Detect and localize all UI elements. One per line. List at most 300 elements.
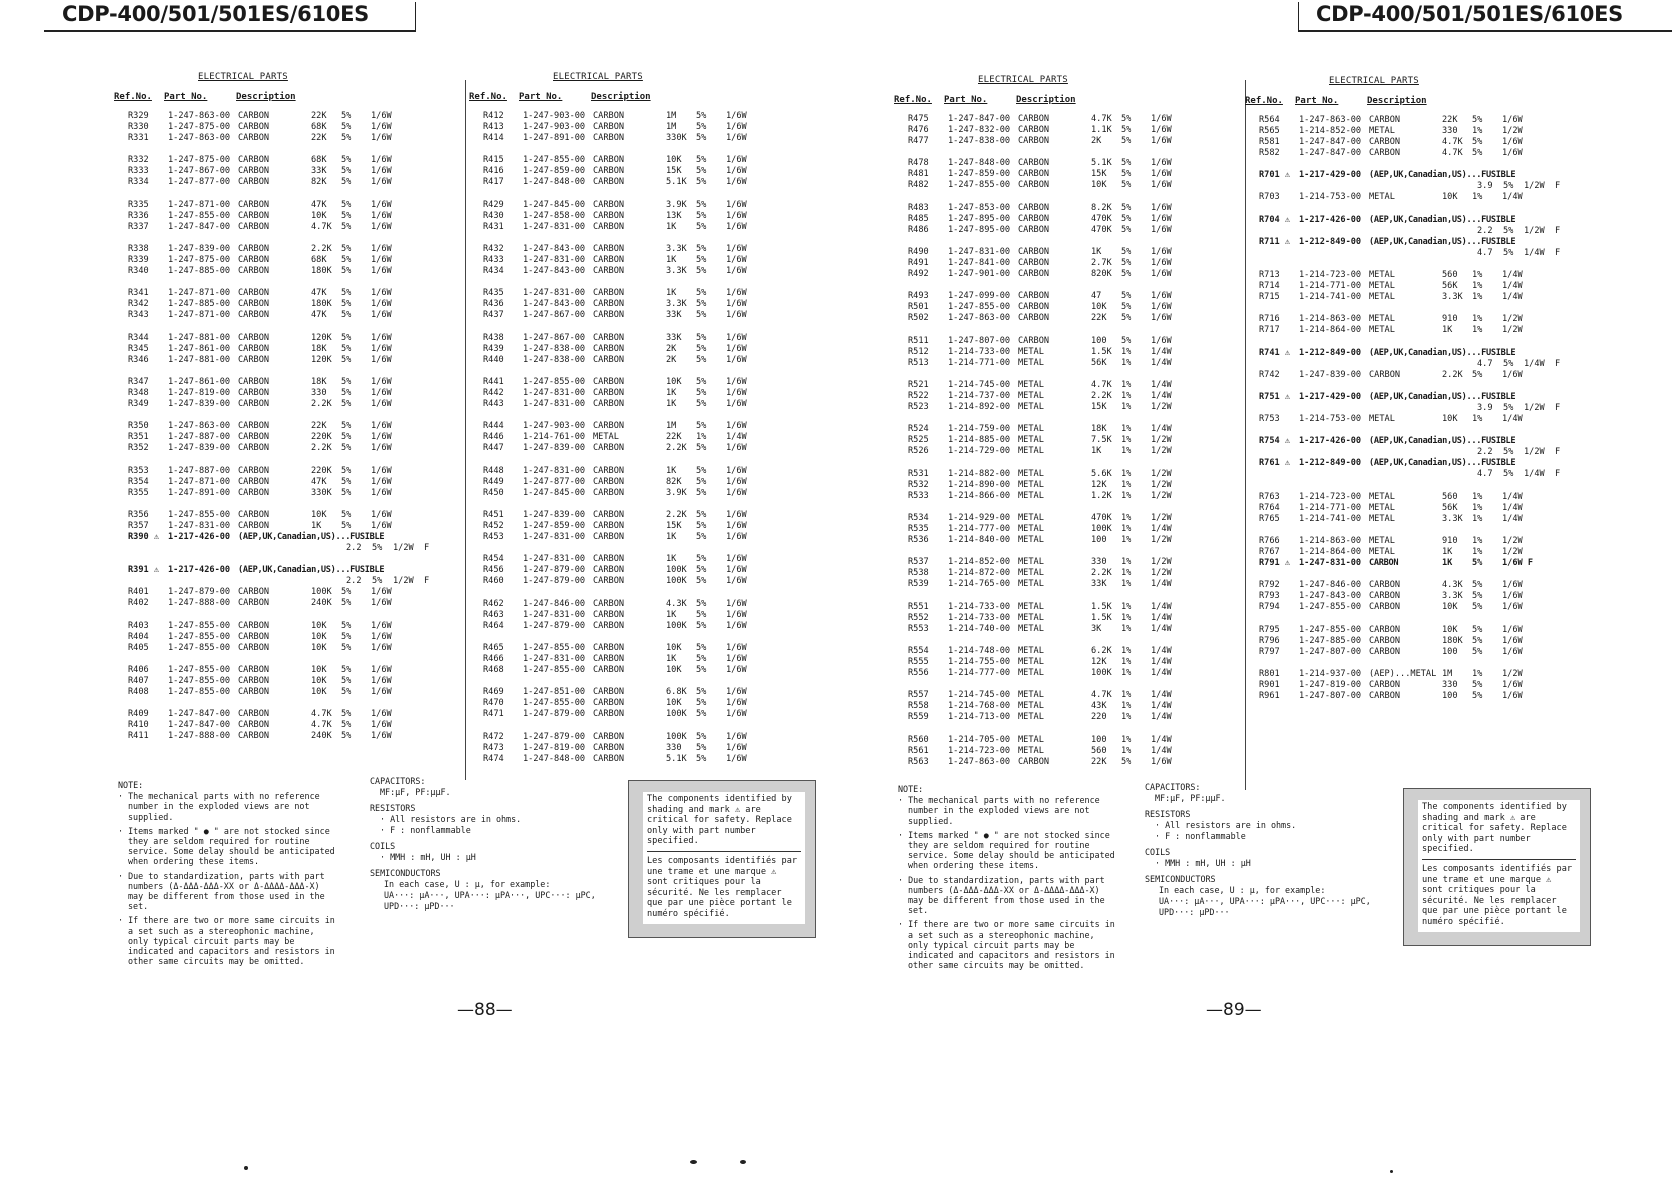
table-row <box>473 111 793 122</box>
description: CARBON <box>593 122 625 132</box>
description: METAL <box>1369 281 1395 292</box>
tolerance: 1% <box>1121 391 1132 402</box>
ref-no: R716 <box>1259 314 1280 325</box>
ref-no: R491 <box>908 258 929 269</box>
wattage: 1/6W <box>371 476 392 487</box>
tolerance: 5% <box>1472 137 1483 147</box>
wattage: 1/6W <box>371 266 392 277</box>
part-no: 1-247-847-00 <box>948 114 1011 124</box>
table-row <box>1249 536 1569 547</box>
wattage: 1/6W <box>1151 169 1172 180</box>
table-row <box>118 532 438 543</box>
wattage: 1/6W <box>371 421 392 432</box>
wattage: 1/6W <box>726 698 747 709</box>
table-row <box>473 477 793 488</box>
description: CARBON <box>238 421 270 432</box>
description: METAL <box>1369 547 1395 558</box>
description: CARBON <box>238 210 270 221</box>
wattage: 1/2W <box>393 576 414 587</box>
divider <box>647 851 801 852</box>
capacitors-line: MF:μF, PF:μμF. <box>380 787 451 797</box>
table-row <box>1249 558 1569 569</box>
tolerance: 5% <box>341 399 352 410</box>
semiconductors-line: UPD···: μPD··· <box>384 901 455 911</box>
tolerance: 5% <box>1472 680 1483 691</box>
description: METAL <box>1018 346 1044 357</box>
value: 3.3K <box>666 299 687 310</box>
table-row <box>1249 503 1569 514</box>
table-row <box>898 336 1218 347</box>
value: 3.9 <box>1477 403 1493 414</box>
description: CARBON <box>238 177 270 188</box>
table-row <box>898 158 1218 169</box>
description: METAL <box>1018 402 1044 413</box>
value: 1M <box>1442 669 1453 680</box>
part-no: 1-247-847-00 <box>168 720 231 731</box>
wattage: 1/6W <box>371 665 392 676</box>
ref-no: R353 <box>128 465 149 476</box>
part-no: 1-247-099-00 <box>948 291 1011 302</box>
table-row <box>898 424 1218 435</box>
ref-no: R767 <box>1259 547 1280 558</box>
ref-no: R502 <box>908 313 929 324</box>
parts-group <box>898 690 1218 723</box>
section-title: ELECTRICAL PARTS <box>553 72 643 82</box>
ref-no: R795 <box>1259 624 1280 635</box>
note-item: · Due to standardization, parts with part numbers (Δ-ΔΔΔ-ΔΔΔ-XX or Δ-ΔΔΔΔ-ΔΔΔ-X) may be different from those used in the set. <box>118 870 325 912</box>
table-row <box>898 668 1218 679</box>
parts-group <box>118 621 438 654</box>
table-row <box>118 399 438 410</box>
ref-header: Ref.No. <box>1245 96 1283 106</box>
tolerance: 5% <box>696 487 707 498</box>
table-row <box>898 480 1218 491</box>
description: CARBON <box>1018 180 1050 191</box>
table-row <box>1249 348 1569 359</box>
wattage: 1/6W <box>371 199 392 210</box>
wattage: 1/6W <box>1151 114 1172 124</box>
description: CARBON <box>238 199 270 210</box>
description: CARBON <box>593 731 625 742</box>
description: CARBON <box>1018 335 1050 346</box>
table-row <box>1249 647 1569 658</box>
legend-block <box>370 776 600 912</box>
tolerance: 5% <box>1121 202 1132 213</box>
semiconductors-heading: SEMICONDUCTORS <box>1145 874 1216 884</box>
tolerance: 5% <box>696 399 707 410</box>
tolerance: 5% <box>1472 646 1483 657</box>
value: 100K <box>311 587 332 598</box>
value: 330 <box>311 388 327 399</box>
description: CARBON <box>593 354 625 365</box>
tolerance: 5% <box>696 476 707 487</box>
value: 100K <box>666 709 687 720</box>
table-row <box>473 333 793 344</box>
value: 330 <box>1091 557 1107 568</box>
ref-no: R563 <box>908 756 929 767</box>
wattage: 1/6W <box>726 310 747 321</box>
value: 100K <box>666 565 687 576</box>
description: CARBON <box>238 332 270 343</box>
description: (AEP,UK,Canadian,US)...FUSIBLE <box>238 565 385 576</box>
tolerance: 5% <box>1121 180 1132 191</box>
value: 33K <box>1091 579 1107 590</box>
value: 100 <box>1091 734 1107 745</box>
table-row <box>118 355 438 366</box>
tolerance: 5% <box>696 177 707 188</box>
table-row <box>473 621 793 632</box>
tolerance: 5% <box>1472 369 1483 380</box>
resistors-line: · All resistors are in ohms. <box>380 814 522 824</box>
table-row <box>473 709 793 720</box>
value: 240K <box>311 731 332 742</box>
wattage: 1/6W <box>371 310 392 321</box>
table-row <box>473 743 793 754</box>
ref-no: R444 <box>483 421 504 432</box>
wattage: 1/6W <box>1502 691 1523 702</box>
wattage: 1/6W <box>726 709 747 720</box>
tolerance: 5% <box>372 576 383 587</box>
ref-no: R490 <box>908 247 929 258</box>
tolerance: 5% <box>341 620 352 631</box>
table-row <box>118 565 438 576</box>
wattage: 1/6W <box>726 565 747 576</box>
semiconductors-line: UA···: μA···, UPA···: μPA···, UPC···: μPC, <box>1159 896 1371 906</box>
wattage: 1/6W <box>371 687 392 698</box>
ref-no: R796 <box>1259 635 1280 646</box>
tolerance: 5% <box>696 388 707 399</box>
tolerance: 5% <box>341 288 352 299</box>
value: 1K <box>666 388 677 399</box>
page-number-left: —88— <box>457 1000 513 1020</box>
column-header <box>114 92 438 105</box>
wattage: 1/6W <box>726 521 747 532</box>
table-row <box>118 598 438 609</box>
wattage: 1/6W <box>371 465 392 476</box>
description: (AEP,UK,Canadian,US)...FUSIBLE <box>1369 436 1516 447</box>
tolerance: 1% <box>1121 557 1132 568</box>
table-row <box>898 613 1218 624</box>
table-row <box>898 214 1218 225</box>
description: CARBON <box>593 199 625 210</box>
ref-no: R765 <box>1259 513 1280 524</box>
ref-no: R513 <box>908 357 929 368</box>
value: 2.2 <box>346 543 362 554</box>
tolerance: 5% <box>341 476 352 487</box>
wattage: 1/6W <box>371 299 392 310</box>
table-row <box>118 244 438 255</box>
value: 910 <box>1442 314 1458 325</box>
description: CARBON <box>238 665 270 676</box>
value: 10K <box>1442 414 1458 425</box>
ref-no: R357 <box>128 521 149 532</box>
value: 10K <box>666 665 682 676</box>
tolerance: 5% <box>696 598 707 609</box>
value: 10K <box>1442 624 1458 635</box>
wattage: 1/6W <box>1151 247 1172 258</box>
ref-no: R553 <box>908 623 929 634</box>
description: METAL <box>1018 712 1044 723</box>
tolerance: 5% <box>696 155 707 166</box>
value: 560 <box>1091 745 1107 756</box>
tolerance: 1% <box>1121 446 1132 457</box>
ref-no: R492 <box>908 269 929 280</box>
part-no: 1-247-831-00 <box>523 288 586 299</box>
description: METAL <box>1018 745 1044 756</box>
part-no: 1-214-729-00 <box>948 446 1011 457</box>
wattage: 1/6W <box>371 343 392 354</box>
tolerance: 5% <box>696 709 707 720</box>
tolerance: 1% <box>1472 536 1483 547</box>
ref-no: R512 <box>908 346 929 357</box>
value: 10K <box>1091 302 1107 313</box>
ref-no: R555 <box>908 657 929 668</box>
value: 330K <box>311 487 332 498</box>
part-no: 1-247-855-00 <box>523 643 586 654</box>
parts-group <box>898 646 1218 679</box>
value: 22K <box>666 432 682 443</box>
wattage: 1/6W <box>1151 213 1172 224</box>
part-no: 1-214-771-00 <box>1299 502 1362 513</box>
part-no: 1-247-885-00 <box>168 299 231 310</box>
ref-no: R433 <box>483 255 504 266</box>
description: CARBON <box>593 288 625 299</box>
table-row <box>898 136 1218 147</box>
table-row <box>473 155 793 166</box>
table-row <box>898 313 1218 324</box>
description: CARBON <box>1018 136 1050 146</box>
part-no: 1-247-847-00 <box>168 709 231 720</box>
part-no: 1-214-759-00 <box>948 424 1011 435</box>
wattage: 1/6W <box>726 244 747 255</box>
table-row <box>118 510 438 521</box>
part-no: 1-247-863-00 <box>168 421 231 432</box>
value: 33K <box>666 310 682 321</box>
value: 22K <box>1091 756 1107 767</box>
tolerance: 1% <box>1472 192 1483 203</box>
part-no: 1-247-843-00 <box>1299 591 1362 602</box>
table-row <box>473 698 793 709</box>
description: CARBON <box>1018 169 1050 180</box>
ref-no: R521 <box>908 380 929 391</box>
flag: F <box>1555 247 1561 258</box>
table-row <box>473 200 793 211</box>
description: CARBON <box>593 310 625 321</box>
ref-no: R343 <box>128 310 149 321</box>
tolerance: 1% <box>1472 414 1483 425</box>
table-row <box>118 155 438 166</box>
tolerance: 5% <box>1121 158 1132 169</box>
tolerance: 5% <box>696 122 707 132</box>
part-no: 1-214-852-00 <box>1299 126 1362 136</box>
part-no: 1-247-819-00 <box>523 742 586 753</box>
ref-no: R793 <box>1259 591 1280 602</box>
ref-no: R410 <box>128 720 149 731</box>
tolerance: 5% <box>1472 580 1483 591</box>
tolerance: 5% <box>341 133 352 143</box>
tolerance: 5% <box>341 687 352 698</box>
part-no: 1-247-831-00 <box>523 554 586 565</box>
description: METAL <box>1369 270 1395 281</box>
flag: F <box>1555 447 1561 458</box>
value: 330 <box>1442 126 1458 136</box>
part-no: 1-247-879-00 <box>523 576 586 587</box>
ref-no: R347 <box>128 377 149 388</box>
part-no: 1-247-871-00 <box>168 199 231 210</box>
table-row <box>898 557 1218 568</box>
ref-no: R717 <box>1259 325 1280 336</box>
value: 18K <box>311 377 327 388</box>
ref-no: R332 <box>128 155 149 166</box>
wattage: 1/2W <box>1151 435 1172 446</box>
table-row <box>1249 226 1569 237</box>
description: CARBON <box>593 443 625 454</box>
note-item: · Due to standardization, parts with part numbers (Δ-ΔΔΔ-ΔΔΔ-XX or Δ-ΔΔΔΔ-ΔΔΔ-X) may be different from those used in the set. <box>898 874 1105 916</box>
tolerance: 1% <box>1472 491 1483 502</box>
table-row <box>473 643 793 654</box>
part-header: Part No. <box>944 95 988 105</box>
table-row <box>118 421 438 432</box>
wattage: 1/6W <box>1502 137 1523 147</box>
wattage: 1/6W <box>371 587 392 598</box>
tolerance: 5% <box>341 310 352 321</box>
header-rule-left <box>44 30 416 32</box>
tolerance: 1% <box>1121 468 1132 479</box>
value: 1.1K <box>1091 125 1112 135</box>
part-no: 1-247-855-00 <box>1299 624 1362 635</box>
part-no: 1-212-849-00 <box>1299 347 1362 358</box>
tolerance: 5% <box>341 388 352 399</box>
ref-no: R453 <box>483 532 504 543</box>
table-row <box>118 344 438 355</box>
description: (AEP)...METAL <box>1369 669 1437 680</box>
description: CARBON <box>1018 158 1050 169</box>
part-no: 1-247-858-00 <box>523 210 586 221</box>
description: CARBON <box>593 210 625 221</box>
table-row <box>898 602 1218 613</box>
value: 43K <box>1091 701 1107 712</box>
description: METAL <box>1018 734 1044 745</box>
part-no: 1-247-855-00 <box>168 620 231 631</box>
value: 4.7K <box>1091 690 1112 701</box>
description: METAL <box>1018 524 1044 535</box>
value: 2K <box>1091 136 1102 146</box>
wattage: 1/4W <box>1151 380 1172 391</box>
parts-list <box>1249 115 1569 702</box>
tolerance: 5% <box>341 354 352 365</box>
tolerance: 5% <box>341 510 352 521</box>
tolerance: 5% <box>341 177 352 188</box>
table-row <box>898 690 1218 701</box>
tolerance: 5% <box>696 532 707 543</box>
table-row <box>898 535 1218 546</box>
ref-no: R483 <box>908 202 929 213</box>
parts-group <box>898 114 1218 147</box>
flag: F <box>1555 403 1561 414</box>
table-row <box>898 701 1218 712</box>
tolerance: 5% <box>1503 403 1514 414</box>
wattage: 1/6W <box>726 133 747 143</box>
value: 8.2K <box>1091 202 1112 213</box>
wattage: 1/4W <box>1151 657 1172 668</box>
tolerance: 5% <box>1472 624 1483 635</box>
part-no: 1-247-847-00 <box>168 221 231 232</box>
wattage: 1/6W <box>726 354 747 365</box>
value: 3.9K <box>666 487 687 498</box>
table-row <box>473 732 793 743</box>
value: 22K <box>1442 115 1458 125</box>
wattage: 1/6W <box>726 731 747 742</box>
parts-group <box>118 421 438 454</box>
value: 47 <box>1091 291 1102 302</box>
ref-no: R437 <box>483 310 504 321</box>
parts-group <box>473 377 793 410</box>
part-no: 1-247-847-00 <box>1299 148 1362 158</box>
tolerance: 5% <box>696 643 707 654</box>
tolerance: 5% <box>1121 302 1132 313</box>
value: 4.3K <box>666 598 687 609</box>
table-row <box>1249 370 1569 381</box>
ref-no: R469 <box>483 687 504 698</box>
parts-list <box>898 114 1218 768</box>
part-no: 1-214-713-00 <box>948 712 1011 723</box>
description: METAL <box>1018 513 1044 524</box>
table-row <box>473 554 793 565</box>
table-row <box>118 177 438 188</box>
value: 68K <box>311 122 327 132</box>
value: 10K <box>311 631 327 642</box>
ref-no: R466 <box>483 654 504 665</box>
description: CARBON <box>238 399 270 410</box>
ref-header: Ref.No. <box>894 95 932 105</box>
table-row <box>1249 248 1569 259</box>
ref-no: R539 <box>908 579 929 590</box>
ref-no: R531 <box>908 468 929 479</box>
wattage: 1/6W <box>726 687 747 698</box>
wattage: 1/6W <box>726 111 747 121</box>
description: CARBON <box>1018 756 1050 767</box>
table-row <box>473 421 793 432</box>
parts-group <box>118 377 438 410</box>
ref-no: R761 ⚠ <box>1259 458 1291 469</box>
page-number-right: —89— <box>1206 1000 1262 1020</box>
part-no: 1-247-839-00 <box>523 510 586 521</box>
table-row <box>1249 281 1569 292</box>
table-row <box>473 754 793 765</box>
description: CARBON <box>1018 291 1050 302</box>
note-item: · Items marked " ● " are not stocked since they are seldom required for routine service. Some delay should be anticipated when ordering these items. <box>898 829 1115 871</box>
wattage: 1/4W <box>1502 192 1523 203</box>
description: CARBON <box>593 532 625 543</box>
tolerance: 5% <box>696 742 707 753</box>
table-row <box>473 510 793 521</box>
value: 1.5K <box>1091 346 1112 357</box>
tolerance: 1% <box>1121 402 1132 413</box>
ref-no: R436 <box>483 299 504 310</box>
part-no: 1-247-855-00 <box>168 665 231 676</box>
table-row <box>898 513 1218 524</box>
ref-no: R485 <box>908 213 929 224</box>
ref-no: R442 <box>483 388 504 399</box>
wattage: 1/6W <box>1502 369 1523 380</box>
desc-header: Description <box>591 92 651 102</box>
wattage: 1/6W <box>726 443 747 454</box>
value: 1K <box>1442 325 1453 336</box>
wattage: 1/4W <box>1502 502 1523 513</box>
table-row <box>118 310 438 321</box>
wattage: 1/2W <box>1502 547 1523 558</box>
parts-group <box>898 336 1218 369</box>
